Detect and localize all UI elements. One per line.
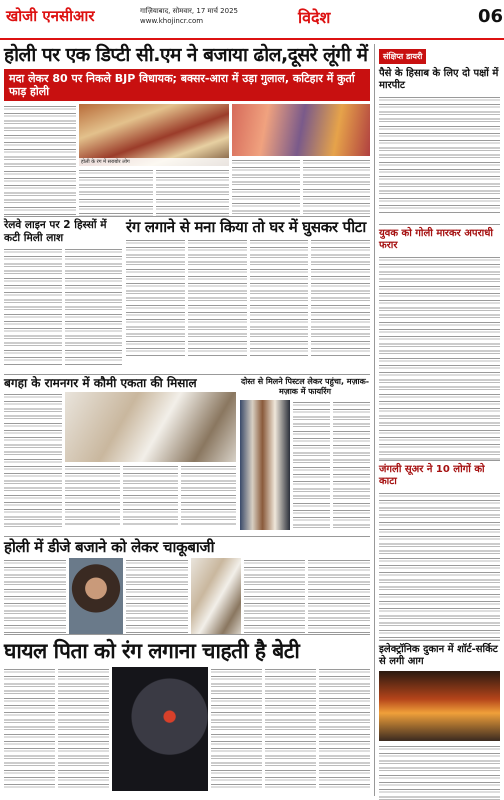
- story-bagaha: [4, 377, 236, 536]
- brief-4-photo: [379, 671, 500, 741]
- lead-text-col-3: [156, 168, 230, 216]
- dj-photo-1: [69, 558, 123, 634]
- colour-fight-text-2: [188, 238, 247, 356]
- story-pistol: [240, 377, 370, 536]
- brief-2-text: [379, 255, 500, 461]
- brief-4-headline: इलेक्ट्रॉनिक दुकान में शॉर्ट-सर्किट से लगी आग: [379, 644, 498, 667]
- story-railway: [4, 219, 122, 374]
- brief-item-4: [379, 644, 500, 800]
- section-title: विदेश: [298, 8, 331, 27]
- daughter-headline: घायल पिता को रंग लगाना चाहती है बेटी: [4, 639, 300, 663]
- lead-story: [4, 44, 370, 216]
- lead-text-col-4: [232, 158, 300, 216]
- row-3: [4, 374, 370, 536]
- colour-fight-text-4: [311, 238, 370, 356]
- sidebar-brief-diary: [374, 44, 500, 796]
- brief-1-text: [379, 95, 500, 213]
- main-content: [4, 44, 370, 796]
- lead-photo-1: [79, 104, 229, 166]
- story-dj: [4, 536, 370, 634]
- bagaha-photo: [65, 392, 236, 462]
- lead-headline: होली पर एक डिप्टी सी.एम ने बजाया ढोल,दूसरे लूंगी में: [4, 44, 368, 66]
- bagaha-text-1: [4, 392, 62, 528]
- bagaha-text-4: [181, 464, 236, 526]
- date-line: [140, 6, 260, 26]
- lead-text-col-1: [4, 104, 76, 216]
- lead-strapline: मदा लेकर 80 पर निकले BJP विधायक; बक्सर-आरा में उड़ा गुलाल, कटिहार में कुर्ता फाड़ होली: [4, 69, 370, 101]
- brief-3-text: [379, 491, 500, 641]
- lead-text-col-5: [303, 158, 371, 216]
- colour-fight-text-1: [126, 238, 185, 356]
- daughter-text-2: [58, 667, 109, 791]
- pistol-text-2: [333, 400, 370, 530]
- pistol-photo: [240, 400, 290, 530]
- brief-item-2: [379, 228, 500, 460]
- daughter-photo: [112, 667, 208, 791]
- row-2: [4, 216, 370, 374]
- brief-item-3: [379, 464, 500, 640]
- lead-photo-caption: होली के रंग में सराबोर लोग: [79, 158, 229, 166]
- page-number: 06: [478, 6, 504, 27]
- colour-fight-headline: रंग लगाने से मना किया तो घर में घुसकर पीटा: [126, 218, 366, 236]
- issue-date: गाज़ियाबाद, सोमवार, 17 मार्च 2025: [140, 7, 238, 15]
- dj-text-2: [126, 558, 188, 634]
- daughter-text-4: [265, 667, 316, 791]
- newspaper-brand: खोजी एनसीआर: [6, 7, 95, 25]
- dj-text-1: [4, 558, 66, 634]
- masthead: [0, 0, 504, 40]
- daughter-text-3: [211, 667, 262, 791]
- lead-text-col-2: [79, 168, 153, 216]
- railway-headline: रेलवे लाइन पर 2 हिस्सों में कटी मिली लाश: [4, 219, 107, 244]
- sidebar-box-title: संक्षिप्त डायरी: [379, 49, 426, 64]
- dj-photo-2: [191, 558, 241, 634]
- daughter-text-5: [319, 667, 370, 791]
- railway-text-1: [4, 247, 62, 365]
- bagaha-headline: बगहा के रामनगर में कौमी एकता की मिसाल: [4, 376, 197, 390]
- dj-text-3: [244, 558, 306, 634]
- bagaha-text-2: [65, 464, 120, 526]
- brief-4-text: [379, 744, 500, 800]
- pistol-headline: दोस्त से मिलने पिस्टल लेकर पहुंचा, मज़ाक-मज़ाक में फायरिंग: [240, 377, 370, 396]
- daughter-text-1: [4, 667, 55, 791]
- bagaha-text-3: [123, 464, 178, 526]
- brief-item-1: [379, 68, 500, 224]
- website: www.khojincr.com: [140, 17, 204, 25]
- story-daughter: [4, 634, 370, 792]
- dj-text-4: [308, 558, 370, 634]
- dj-headline: होली में डीजे बजाने को लेकर चाकूबाजी: [4, 538, 215, 556]
- pistol-text-1: [293, 400, 330, 530]
- brief-1-headline: पैसे के हिसाब के लिए दो पक्षों में मारपीट: [379, 68, 499, 91]
- story-colour-fight: [126, 219, 370, 374]
- lead-photo-2: [232, 104, 370, 156]
- brief-2-headline: युवक को गोली मारकर अपराधी फरार: [379, 228, 493, 251]
- railway-text-2: [65, 247, 123, 365]
- colour-fight-text-3: [250, 238, 309, 356]
- brief-3-headline: जंगली सूअर ने 10 लोगों को काटा: [379, 464, 485, 487]
